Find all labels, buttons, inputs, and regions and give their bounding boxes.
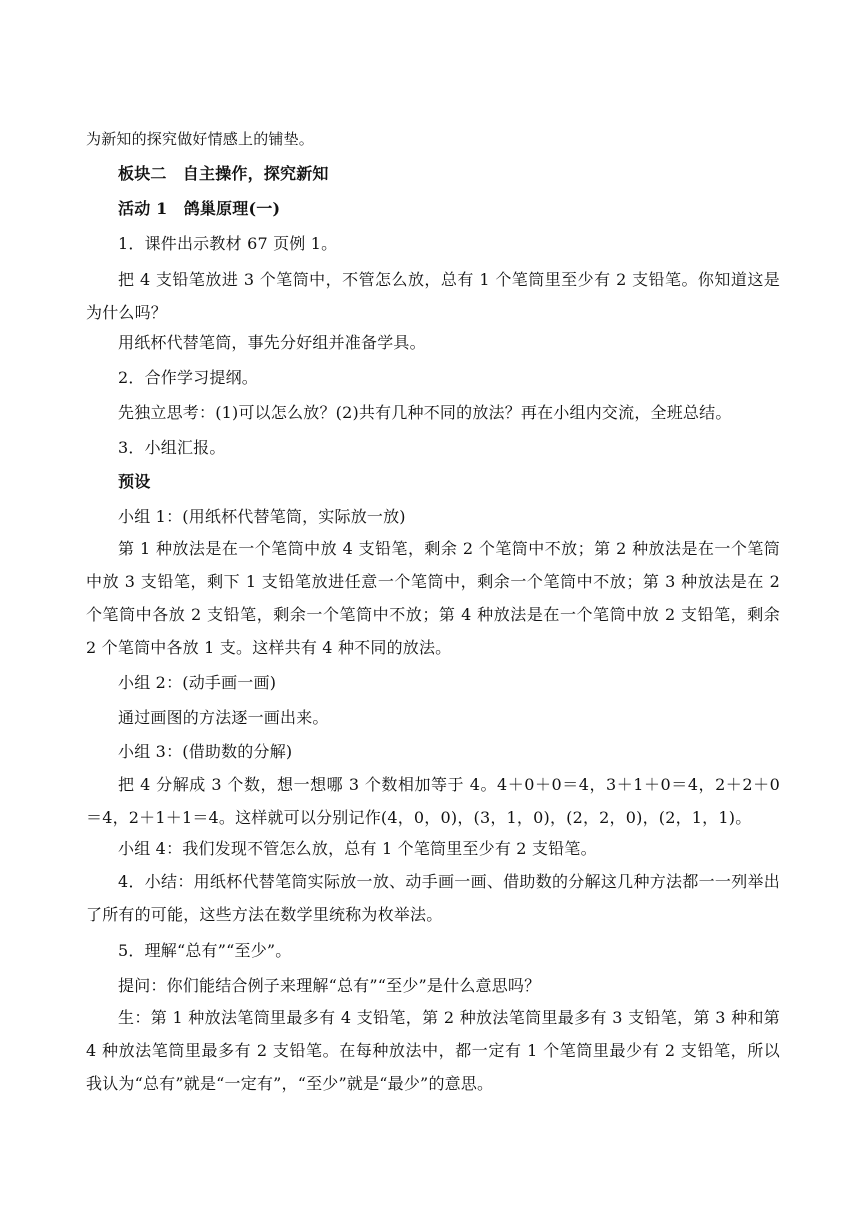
step-1: 1．课件出示教材 67 页例 1。 (118, 234, 338, 253)
teacher-question: 提问：你们能结合例子来理解“总有”“至少”是什么意思吗？ (118, 976, 541, 995)
group-2-label: 小组 2：(动手画一画) (118, 673, 277, 692)
preset-heading: 预设 (118, 472, 151, 491)
student-answer: 生：第 1 种放法笔筒里最多有 4 支铅笔，第 2 种放法笔筒里最多有 3 支铅笔，第 3 种和第 4 种放法笔筒里最多有 2 支铅笔。在每种放法中，都一定有 1 个笔筒里最少有 2 支铅笔，所以我认为“总有”就是“一定有”，“至少”就是“最少”的意思。 (86, 1008, 780, 1093)
summary-step-4: 4．小结：用纸杯代替笔筒实际放一放、动手画一画、借助数的分解这几种方法都一一列举出了所有的可能，这些方法在数学里统称为枚举法。 (86, 872, 780, 924)
activity-heading: 活动 1 鸽巢原理(一) (118, 199, 281, 218)
step-5: 5．理解“总有”“至少”。 (118, 941, 292, 960)
group-2-answer: 通过画图的方法逐一画出来。 (118, 708, 329, 727)
step-2: 2．合作学习提纲。 (118, 368, 258, 387)
step-3: 3．小组汇报。 (118, 438, 226, 457)
section-heading: 板块二 自主操作，探究新知 (118, 164, 329, 183)
group-1-label: 小组 1：(用纸杯代替笔筒，实际放一放) (118, 507, 406, 526)
materials-note: 用纸杯代替笔筒，事先分好组并准备学具。 (118, 333, 426, 352)
example-problem: 把 4 支铅笔放进 3 个笔筒中，不管怎么放，总有 1 个笔筒里至少有 2 支铅笔。你知道这是为什么吗？ (86, 270, 780, 322)
group-1-answer: 第 1 种放法是在一个笔筒中放 4 支铅笔，剩余 2 个笔筒中不放；第 2 种放法是在一个笔筒中放 3 支铅笔，剩下 1 支铅笔放进任意一个笔筒中，剩余一个笔筒中不放；第 3 种放法是在 2 个笔筒中各放 2 支铅笔，剩余一个笔筒中不放；第 4 种放法是在一个笔筒中放 2 支铅笔，剩余 2 个笔筒中各放 1 支。这样共有 4 种不同的放法。 (86, 539, 780, 657)
group-4-answer: 小组 4：我们发现不管怎么放，总有 1 个笔筒里至少有 2 支铅笔。 (118, 839, 597, 858)
group-3-answer: 把 4 分解成 3 个数，想一想哪 3 个数相加等于 4。4＋0＋0＝4，3＋1＋0＝4，2＋2＋0＝4，2＋1＋1＝4。这样就可以分别记作(4，0，0)，(3，1，0)，(2，2，0)，(2，1，1)。 (86, 775, 780, 827)
study-outline: 先独立思考：(1)可以怎么放？(2)共有几种不同的放法？再在小组内交流，全班总结。 (118, 403, 732, 422)
intro-continuation: 为新知的探究做好情感上的铺垫。 (86, 130, 315, 148)
group-3-label: 小组 3：(借助数的分解) (118, 742, 293, 761)
